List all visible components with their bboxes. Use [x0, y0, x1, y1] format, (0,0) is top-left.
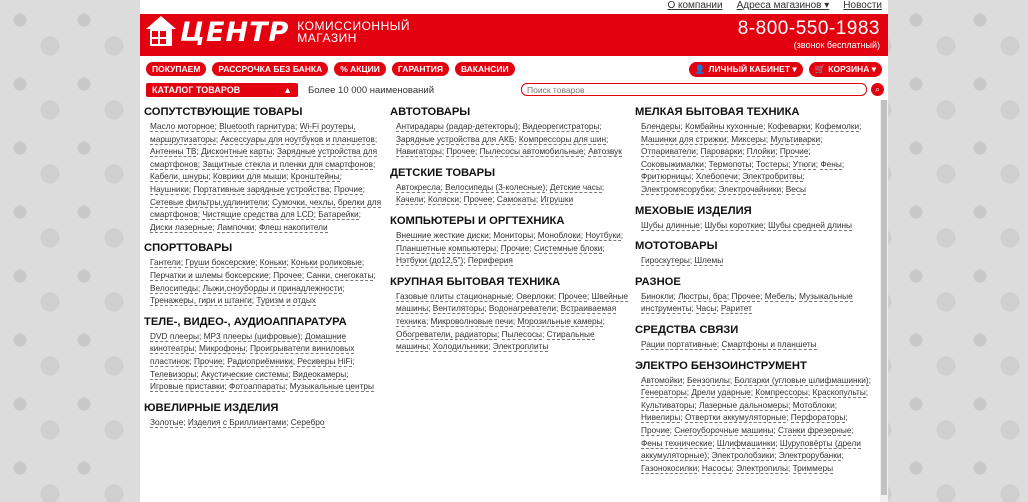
catalog-links: Бинокли; Люстры, бра; Прочее; Мебель; Музыкальные инструменты; Часы; Раритет: [641, 290, 853, 314]
catalog-link[interactable]: Портативные зарядные устройства: [193, 183, 330, 194]
catalog-group: [144, 242, 384, 306]
catalog-link[interactable]: Гантели: [150, 257, 181, 268]
catalog-column-2: [390, 106, 630, 362]
catalog-link[interactable]: DVD плееры: [150, 330, 199, 341]
catalog-link[interactable]: Bluetooth гарнитура: [219, 121, 295, 131]
catalog-links: Гироскутеры; Шлемы: [641, 255, 724, 266]
catalog-link[interactable]: Перфораторы: [790, 412, 846, 423]
catalog-link[interactable]: Снегоуборочные машины: [674, 424, 774, 435]
nav-buy[interactable]: ПОКУПАЕМ: [146, 62, 206, 76]
catalog-link[interactable]: Соковыжималки: [641, 158, 704, 169]
stores-link[interactable]: [737, 0, 830, 14]
catalog-group-title[interactable]: МЕЛКАЯ БЫТОВАЯ ТЕХНИКА: [635, 106, 800, 118]
catalog-link[interactable]: Мультиварки: [770, 133, 821, 144]
catalog-group-title[interactable]: ЭЛЕКТРО БЕНЗОИНСТРУМЕНТ: [635, 359, 807, 372]
catalog-link[interactable]: Шубы короткие: [704, 219, 764, 230]
catalog-link[interactable]: Фотоаппараты: [229, 381, 286, 392]
items-count: Более 10 000 наименований: [308, 84, 435, 96]
catalog-link[interactable]: Хлебопечи: [695, 171, 738, 182]
catalog-link[interactable]: Фритюрницы: [641, 171, 692, 182]
catalog-link[interactable]: Болгарки (угловые шлифмашинки): [734, 374, 869, 385]
catalog-link[interactable]: Отвертки аккумуляторные: [684, 412, 787, 423]
catalog-link[interactable]: Раритет: [720, 303, 752, 314]
catalog-link[interactable]: Электроплиты: [492, 341, 549, 352]
logo-subtitle: [297, 20, 410, 44]
catalog-link[interactable]: Диски лазерные: [150, 221, 213, 232]
catalog-link[interactable]: Груши боксерские: [185, 257, 256, 268]
catalog-group: [390, 106, 630, 158]
catalog-group-title[interactable]: КРУПНАЯ БЫТОВАЯ ТЕХНИКА: [390, 275, 561, 288]
catalog-group: [390, 167, 630, 206]
catalog-link[interactable]: Антенны ТВ: [150, 146, 197, 157]
catalog-link[interactable]: Кронштейны: [290, 171, 340, 182]
catalog-link[interactable]: Фены: [820, 158, 842, 169]
catalog-link[interactable]: Микроволновые печи: [430, 315, 513, 326]
catalog-group: [635, 240, 875, 267]
catalog-link[interactable]: Газонокосилки: [641, 462, 698, 473]
catalog-links: Шубы длинные; Шубы короткие; Шубы средней длины: [641, 219, 853, 230]
catalog-group-title[interactable]: ТЕЛЕ-, ВИДЕО-, АУДИОАППАРАТУРА: [144, 315, 347, 328]
catalog-group: [144, 316, 384, 393]
catalog-link[interactable]: Игрушки: [540, 194, 574, 205]
logo-subtitle-line2: МАГАЗИН: [297, 31, 357, 45]
catalog-label: КАТАЛОГ ТОВАРОВ: [152, 85, 241, 95]
catalog-link[interactable]: Качели: [396, 194, 424, 205]
catalog-link[interactable]: Навигаторы: [396, 146, 442, 157]
catalog-link[interactable]: Вентиляторы: [432, 303, 485, 314]
catalog-group: [144, 402, 384, 429]
catalog-link[interactable]: Зарядные устройства для АКБ: [396, 133, 515, 144]
cart-icon: 🛒: [814, 63, 826, 74]
catalog-group: [635, 106, 875, 196]
header-band: [140, 14, 888, 56]
catalog-link[interactable]: Электролобзики: [711, 450, 775, 461]
catalog-link[interactable]: Тостеры: [756, 158, 789, 169]
catalog-link[interactable]: Кофемолки: [815, 121, 860, 131]
catalog-link[interactable]: Автокресла: [396, 181, 441, 192]
catalog-link[interactable]: Самокаты: [496, 194, 536, 205]
user-icon: 👤: [694, 63, 706, 74]
catalog-column-3: [635, 106, 875, 483]
catalog-link[interactable]: Изделия с Бриллиантами: [187, 416, 287, 427]
catalog-group-title[interactable]: СРЕДСТВА СВЯЗИ: [635, 323, 739, 336]
catalog-link[interactable]: Холодильники: [432, 341, 489, 352]
nav-installment[interactable]: РАССРОЧКА БЕЗ БАНКА: [212, 62, 328, 76]
cabinet-label: ЛИЧНЫЙ КАБИНЕТ: [708, 63, 791, 74]
phone-note: (звонок бесплатный): [793, 40, 880, 50]
catalog-link[interactable]: Мониторы: [493, 229, 534, 240]
catalog-link[interactable]: Весы: [785, 183, 807, 194]
catalog-link[interactable]: Нэтбуки (до12,5"): [396, 255, 464, 266]
catalog-panel: [140, 100, 880, 502]
catalog-group-title[interactable]: ДЕТСКИЕ ТОВАРЫ: [390, 166, 496, 179]
catalog-link[interactable]: Батарейки: [318, 209, 359, 220]
catalog-link[interactable]: Чистящие средства для LCD: [202, 209, 314, 220]
catalog-link[interactable]: Компрессоры для шин: [518, 133, 607, 144]
catalog-link[interactable]: Шлемы: [694, 255, 724, 266]
catalog-link[interactable]: Миксеры: [731, 133, 766, 144]
catalog-link[interactable]: Домашние кинотеатры: [150, 330, 347, 354]
nav-area: [140, 56, 888, 98]
catalog-group: [635, 324, 875, 351]
catalog-link[interactable]: Тренажеры, гири и штанги: [150, 295, 252, 306]
catalog-group-title[interactable]: КОМПЬЮТЕРЫ И ОРГТЕХНИКА: [390, 214, 565, 227]
catalog-link[interactable]: Коньки: [259, 257, 287, 268]
catalog-link[interactable]: Шуруповёрты (дрели аккумуляторные): [641, 437, 861, 461]
catalog-link[interactable]: Электробритвы: [742, 171, 803, 182]
catalog-link[interactable]: Радиоприёмники: [227, 355, 293, 366]
catalog-link[interactable]: Бензопилы: [686, 374, 730, 385]
catalog-group: [635, 276, 875, 315]
catalog-link[interactable]: Флеш накопители: [258, 221, 328, 232]
catalog-link[interactable]: Блендеры: [641, 121, 681, 131]
catalog-link[interactable]: Газовые плиты стационарные: [396, 290, 512, 301]
catalog-link[interactable]: Велосипеды: [150, 282, 198, 293]
top-links: [140, 0, 888, 14]
catalog-link[interactable]: Дисконтные карты: [201, 146, 273, 157]
catalog-links: Рации портативные; Смартфоны и планшеты: [641, 338, 817, 349]
catalog-link[interactable]: Аксессуары для ноутбуков и планшетов: [220, 133, 375, 144]
nav-vacancies[interactable]: ВАКАНСИИ: [455, 62, 515, 76]
catalog-link[interactable]: Термопоты: [708, 158, 752, 169]
catalog-group: [635, 360, 875, 475]
catalog-link[interactable]: Акустические системы: [200, 368, 289, 379]
catalog-link[interactable]: Музыкальные инструменты: [641, 290, 853, 314]
catalog-group-title[interactable]: МОТОТОВАРЫ: [635, 240, 718, 253]
catalog-link[interactable]: Встраиваемая техника: [396, 303, 617, 326]
catalog-link[interactable]: Телевизоры: [150, 368, 197, 379]
catalog-links: Гантели; Груши боксерские; Коньки; Коньки роликовые; Перчатки и шлемы боксерские; Прочее; Санки, снегокаты; Велосипеды; Лыжи,сноуборды и принадлежности; Тренажеры, гири и штанги; Туризм и отдых: [150, 257, 376, 306]
catalog-link[interactable]: Прочие: [500, 242, 530, 253]
catalog-link[interactable]: Комбайны кухонные: [685, 121, 764, 131]
catalog-link[interactable]: Электрорубанки: [778, 450, 842, 461]
catalog-links: Золотые; Изделия с Бриллиантами; Серебро: [150, 416, 325, 427]
cabinet-button[interactable]: [689, 62, 803, 77]
catalog-link[interactable]: Лыжи,сноуборды и принадлежности: [202, 282, 343, 293]
catalog-column-1: [144, 106, 384, 437]
chevron-up-icon: ▲: [283, 85, 292, 95]
catalog-link[interactable]: Триммеры: [792, 462, 834, 473]
catalog-link[interactable]: Детские часы: [549, 181, 602, 192]
catalog-link[interactable]: Прочие: [193, 355, 223, 366]
catalog-link[interactable]: Коврики для мыши: [213, 171, 287, 182]
search-icon[interactable]: ⌕: [871, 83, 884, 96]
catalog-link[interactable]: Краскопульты: [812, 387, 866, 398]
catalog-link[interactable]: Лазерные дальномеры: [699, 399, 789, 410]
chevron-down-icon: ▾: [824, 0, 830, 11]
catalog-link[interactable]: Машинки для стрижки: [641, 133, 727, 144]
catalog-link[interactable]: Дрели ударные: [691, 387, 751, 398]
chevron-down-icon: ▾: [871, 63, 876, 74]
catalog-link[interactable]: Шубы длинные: [641, 219, 700, 230]
catalog-link[interactable]: Шлифмашинки: [716, 437, 776, 448]
catalog-link[interactable]: Микрофоны: [199, 343, 246, 354]
catalog-link[interactable]: Антирадары (радар-детекторы): [396, 121, 518, 131]
about-link[interactable]: О компании: [667, 0, 723, 11]
catalog-links: Автомойки; Бензопилы; Болгарки (угловые шлифмашинки); Генераторы; Дрели ударные; Компрессоры; Краскопульты; Культиваторы; Лазерные дальномеры; Мотоблоки; Нивелиры; Отвертки аккумуляторные; Перфораторы; Прочие; Снегоуборочные машины; Станки фрезерные; Фены технические; Шлифмашинки; Шуруповёрты (дрели аккумуляторные); Электролобзики; Электрорубанки; Газонокосилки; Насосы; Электропилы; Триммеры: [641, 374, 871, 473]
nav-warranty[interactable]: ГАРАНТИЯ: [392, 62, 449, 76]
catalog-link[interactable]: Туризм и отдых: [256, 295, 316, 306]
catalog-link[interactable]: Прочие: [641, 424, 670, 435]
catalog-group-title[interactable]: ЮВЕЛИРНЫЕ ИЗДЕЛИЯ: [144, 401, 279, 414]
catalog-link[interactable]: Прочие: [334, 183, 363, 194]
catalog-links: Внешние жесткие диски; Мониторы; Моноблоки; Ноутбуки; Планшетные компьютеры; Прочие; Системные блоки; Нэтбуки (до12,5"); Периферия: [396, 229, 624, 266]
catalog-link[interactable]: Часы: [696, 303, 717, 314]
catalog-link[interactable]: Смартфоны и планшеты: [721, 338, 817, 349]
catalog-link[interactable]: Сумочки, чехлы, брелки для смартфонов: [150, 196, 382, 220]
logo-subtitle-line1: КОМИССИОННЫЙ: [297, 19, 410, 33]
catalog-link[interactable]: Мебель: [764, 290, 795, 301]
catalog-group: [635, 205, 875, 232]
house-icon: [146, 16, 176, 48]
catalog-link[interactable]: Отпариватели: [641, 146, 696, 157]
catalog-link[interactable]: Прочее: [558, 290, 587, 301]
catalog-link[interactable]: Насосы: [701, 462, 732, 473]
catalog-link[interactable]: Стиральные машины: [396, 328, 595, 352]
catalog-group-title[interactable]: РАЗНОЕ: [635, 275, 681, 288]
catalog-link[interactable]: Автомойки: [641, 374, 683, 385]
scrollbar-thumb[interactable]: [881, 100, 887, 495]
catalog-group-title[interactable]: СПОРТТОВАРЫ: [144, 242, 233, 255]
catalog-link[interactable]: Коньки роликовые: [291, 257, 362, 268]
catalog-link[interactable]: Шубы средней длины: [768, 219, 853, 230]
catalog-link[interactable]: Сетевые фильтры,удлинители: [150, 196, 268, 207]
scrollbar[interactable]: [880, 100, 888, 502]
catalog-link[interactable]: Культиваторы: [641, 399, 695, 410]
news-link[interactable]: Новости: [843, 0, 882, 11]
catalog-link[interactable]: Пылесосы автомобильные: [479, 146, 584, 157]
catalog-group: [390, 215, 630, 267]
nav-right: [689, 62, 882, 77]
catalog-link[interactable]: Пылесосы: [501, 328, 542, 339]
catalog-link[interactable]: Плойки: [746, 146, 776, 157]
catalog-link[interactable]: Прочее: [446, 146, 476, 157]
catalog-link[interactable]: Прочее: [463, 194, 493, 205]
phone-number[interactable]: 8-800-550-1983: [737, 18, 880, 39]
catalog-link[interactable]: Музыкальные центры: [289, 381, 374, 392]
catalog-link[interactable]: Пароварки: [700, 146, 743, 157]
catalog-link[interactable]: Серебро: [290, 416, 325, 427]
catalog-link[interactable]: Ресиверы HiFi: [297, 355, 353, 366]
catalog-links: Антирадары (радар-детекторы); Видеорегистраторы; Зарядные устройства для АКБ; Компрессоры для шин; Навигаторы; Прочее; Пылесосы автомобильные; Автозвук: [396, 121, 622, 157]
catalog-link[interactable]: Фены технические: [641, 437, 713, 448]
catalog-link[interactable]: Прочее: [273, 269, 302, 280]
catalog-link[interactable]: Электропилы: [736, 462, 788, 473]
catalog-link[interactable]: Видеорегистраторы: [522, 121, 600, 131]
catalog-link[interactable]: Санки, снегокаты: [306, 269, 374, 280]
catalog-link[interactable]: Компрессоры: [755, 387, 808, 398]
catalog-link[interactable]: Проигрыватели виниловых пластинок: [150, 343, 355, 366]
catalog-link[interactable]: Видеокамеры: [292, 368, 347, 379]
catalog-group-title[interactable]: СОПУТСТВУЮЩИЕ ТОВАРЫ: [144, 106, 303, 118]
catalog-link[interactable]: Оверлоки: [516, 290, 554, 301]
catalog-link[interactable]: Прочие: [779, 146, 809, 157]
catalog-group: [144, 106, 384, 233]
catalog-group-title[interactable]: МЕХОВЫЕ ИЗДЕЛИЯ: [635, 204, 752, 217]
cart-label: КОРЗИНА: [828, 63, 870, 74]
catalog-link[interactable]: Станки фрезерные: [778, 424, 852, 435]
catalog-links: DVD плееры; MP3 плееры (цифровые); Домашние кинотеатры; Микрофоны; Проигрыватели виниловых пластинок; Прочие; Радиоприёмники; Ресиверы HiFi; Телевизоры; Акустические системы; Видеокамеры; Игровые приставки; Фотоаппараты; Музыкальные центры: [150, 330, 374, 392]
catalog-link[interactable]: Защитные стекла и пленки для смартфонов: [202, 158, 373, 169]
catalog-link[interactable]: Морозильные камеры: [517, 315, 603, 326]
catalog-link[interactable]: Планшетные компьютеры: [396, 242, 497, 253]
catalog-links: Газовые плиты стационарные; Оверлоки; Прочее; Швейные машины; Вентиляторы; Водонагреватели; Встраиваемая техника; Микроволновые печи; Морозильные камеры; Обогреватели, радиаторы; Пылесосы; Стиральные машины; Холодильники; Электроплиты: [396, 290, 628, 352]
catalog-link[interactable]: Перчатки и шлемы боксерские: [150, 269, 269, 280]
catalog-link[interactable]: Гироскутеры: [641, 255, 690, 266]
catalog-links: Масло моторное; Bluetooth гарнитура; Wi-Fi роутеры, маршрутизаторы; Аксессуары для ноутбуков и планшетов; Антенны ТВ; Дисконтные карты; Зарядные устройства для смартфонов; Защитные стекла и пленки для смартфонов; Кабели, шнуры; Коврики для мыши; Кронштейны; Наушники; Портативные зарядные устройства; Прочие; Сетевые фильтры,удлинители; Сумочки, чехлы, брелки для смартфонов; Чистящие средства для LCD; Батарейки; Диски лазерные; Лампочки; Флеш накопители: [150, 121, 382, 232]
logo-word: ЦЕНТР: [180, 16, 290, 48]
chevron-down-icon: ▾: [792, 63, 797, 74]
catalog-link[interactable]: Нивелиры: [641, 412, 681, 423]
catalog-link[interactable]: Утюги: [792, 158, 816, 169]
catalog-link[interactable]: Моноблоки: [537, 229, 581, 240]
catalog-links: Автокресла; Велосипеды (3-колесные); Детские часы; Качели; Коляски; Прочее; Самокаты; Игрушки: [396, 181, 605, 205]
catalog-link[interactable]: Wi-Fi роутеры, маршрутизаторы: [150, 121, 356, 144]
catalog-link[interactable]: Кабели, шнуры: [150, 171, 209, 182]
main-nav: [140, 56, 888, 82]
catalog-link[interactable]: Ноутбуки: [585, 229, 621, 240]
catalog-link[interactable]: Мотоблоки: [792, 399, 835, 410]
catalog-link[interactable]: Швейные машины: [396, 290, 628, 314]
catalog-link[interactable]: Внешние жесткие диски: [396, 229, 489, 240]
search-input[interactable]: [521, 83, 867, 96]
cart-button[interactable]: [809, 62, 882, 77]
catalog-link[interactable]: Электрочайники: [718, 183, 782, 194]
catalog-link[interactable]: Игровые приставки: [150, 381, 225, 392]
catalog-button[interactable]: [146, 83, 298, 97]
catalog-link[interactable]: Наушники: [150, 183, 189, 194]
catalog-link[interactable]: Системные блоки: [533, 242, 603, 253]
nav-promotions[interactable]: % АКЦИИ: [334, 62, 386, 76]
catalog-link[interactable]: Масло моторное: [150, 121, 215, 131]
catalog-link[interactable]: MP3 плееры (цифровые): [203, 330, 301, 341]
catalog-group-title[interactable]: АВТОТОВАРЫ: [390, 106, 471, 118]
catalog-link[interactable]: Обогреватели, радиаторы: [396, 328, 497, 339]
catalog-links: Блендеры; Комбайны кухонные; Кофеварки; Кофемолки; Машинки для стрижки; Миксеры; Мультиварки; Отпариватели; Пароварки; Плойки; Прочие; Соковыжималки; Термопоты; Тостеры; Утюги; Фены; Фритюрницы; Хлебопечи; Электробритвы; Электромясорубки; Электрочайники; Весы: [641, 121, 862, 194]
catalog-link[interactable]: Прочее: [731, 290, 761, 301]
catalog-link[interactable]: Люстры, бра: [678, 290, 727, 301]
catalog-link[interactable]: Кофеварки: [767, 121, 811, 131]
stores-label: Адреса магазинов: [736, 0, 822, 11]
phone-block: [738, 18, 880, 50]
catalog-link[interactable]: Коляски: [428, 194, 460, 205]
catalog-link[interactable]: Водонагреватели: [488, 303, 556, 314]
catalog-link[interactable]: Электромясорубки: [641, 183, 714, 194]
catalog-link[interactable]: Периферия: [467, 255, 513, 266]
catalog-link[interactable]: Автозвук: [588, 146, 622, 157]
catalog-link[interactable]: Зарядные устройства для смартфонов: [150, 146, 378, 169]
catalog-row: [140, 82, 888, 98]
logo[interactable]: [146, 16, 410, 48]
catalog-link[interactable]: Рации портативные: [641, 338, 717, 349]
catalog-group: [390, 276, 630, 353]
catalog-link[interactable]: Генераторы: [641, 387, 687, 398]
catalog-link[interactable]: Золотые: [150, 416, 184, 427]
catalog-link[interactable]: Лампочки: [217, 221, 255, 232]
catalog-link[interactable]: Велосипеды (3-колесные): [445, 181, 546, 192]
catalog-link[interactable]: Бинокли: [641, 290, 674, 301]
